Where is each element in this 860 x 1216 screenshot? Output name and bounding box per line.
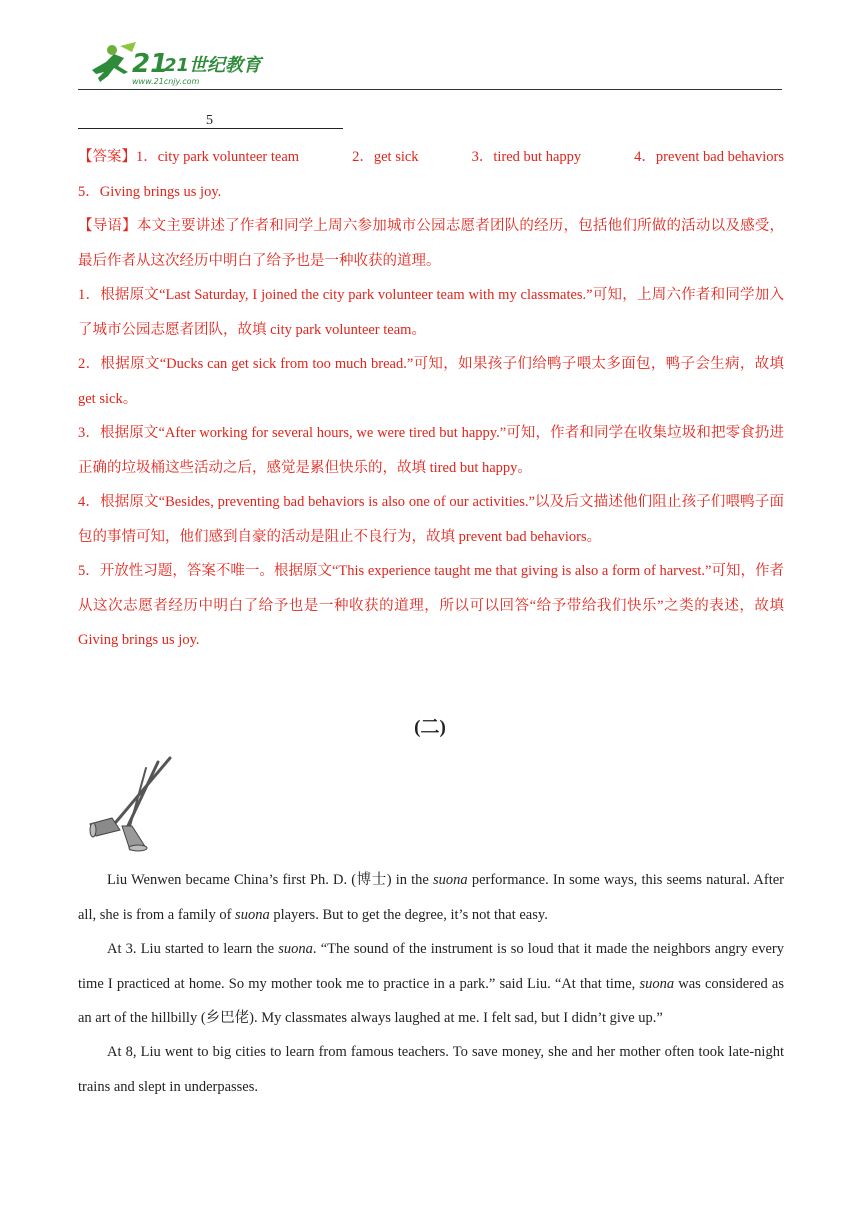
answer-item-4: 4．prevent bad behaviors: [634, 149, 784, 165]
blank-number: 5: [206, 113, 213, 128]
answer-item-5: 5．Giving brings us joy.: [78, 183, 222, 200]
logo-text: 21世纪教育: [164, 55, 262, 76]
answer-item-1: 1．city park volunteer team: [136, 149, 300, 165]
explanation-4: 4．根据原文“Besides, preventing bad behaviors is also one of our activities.”以及后文描述他们阻止孩子们喂鸭子面包的事情可知，他们感到自豪的活动是阻止不良行为，故填 prevent bad behaviors。: [78, 494, 784, 545]
explanation-1: 1．根据原文“Last Saturday, I joined the city park volunteer team with my classmates.”可知，上周六作者和同学加入了城市公园志愿者团队，故填 city park volunteer team。: [78, 287, 784, 338]
story-paragraph-1: Liu Wenwen became China’s first Ph. D. (博士) in the suona performance. In some ways, this seems natural. After all, she is from a family of suona players. But to get the degree, it’s not that easy.: [78, 872, 784, 923]
answer-row: [78, 140, 784, 175]
header-divider: [78, 89, 782, 90]
svg-text:21: 21: [132, 49, 169, 79]
explanation-2: 2．根据原文“Ducks can get sick from too much bread.”可知，如果孩子们给鸭子喂太多面包，鸭子会生病，故填 get sick。: [78, 356, 784, 407]
section-title: (二): [414, 717, 446, 738]
logo-url: www.21cnjy.com: [132, 77, 200, 86]
site-logo: [84, 40, 284, 88]
answer-item-2: 2．get sick: [352, 149, 419, 165]
answer-blank-line: [78, 128, 343, 129]
guide-paragraph: 【导语】本文主要讲述了作者和同学上周六参加城市公园志愿者团队的经历，包括他们所做的活动以及感受，最后作者从这次经历中明白了给予也是一种收获的道理。: [78, 218, 784, 269]
story-paragraph-3: At 8, Liu went to big cities to learn from famous teachers. To save money, she and her mother often took late-night trains and slept in underpasses.: [78, 1044, 784, 1095]
answer-item-3: 3．tired but happy: [471, 149, 582, 165]
story-paragraph-2: At 3. Liu started to learn the suona. “The sound of the instrument is so loud that it made the neighbors angry every time I practiced at home. So my mother took me to practice in a park.” said Liu. “At that time, suona was considered as an art of the hillbilly (乡巴佬). My classmates always laughed at me. I felt sad, but I didn’t give up.”: [78, 941, 785, 1026]
explanation-5: 5．开放性习题，答案不唯一。根据原文“This experience taught me that giving is also a form of harvest.”可知，作者从这次志愿者经历中明白了给予也是一种收获的道理，所以可以回答“给予带给我们快乐”之类的表述，故填 Giving brings us joy.: [78, 563, 784, 648]
explanation-3: 3．根据原文“After working for several hours, we were tired but happy.”可知，作者和同学在收集垃圾和把零食扔进正确的垃圾桶这些活动之后，感觉是累但快乐的，故填 tired but happy。: [78, 425, 784, 476]
answer-block: [78, 140, 784, 209]
answer-tag: 【答案】: [78, 149, 136, 165]
suona-illustration: [86, 756, 176, 852]
runner-icon: [92, 42, 136, 82]
